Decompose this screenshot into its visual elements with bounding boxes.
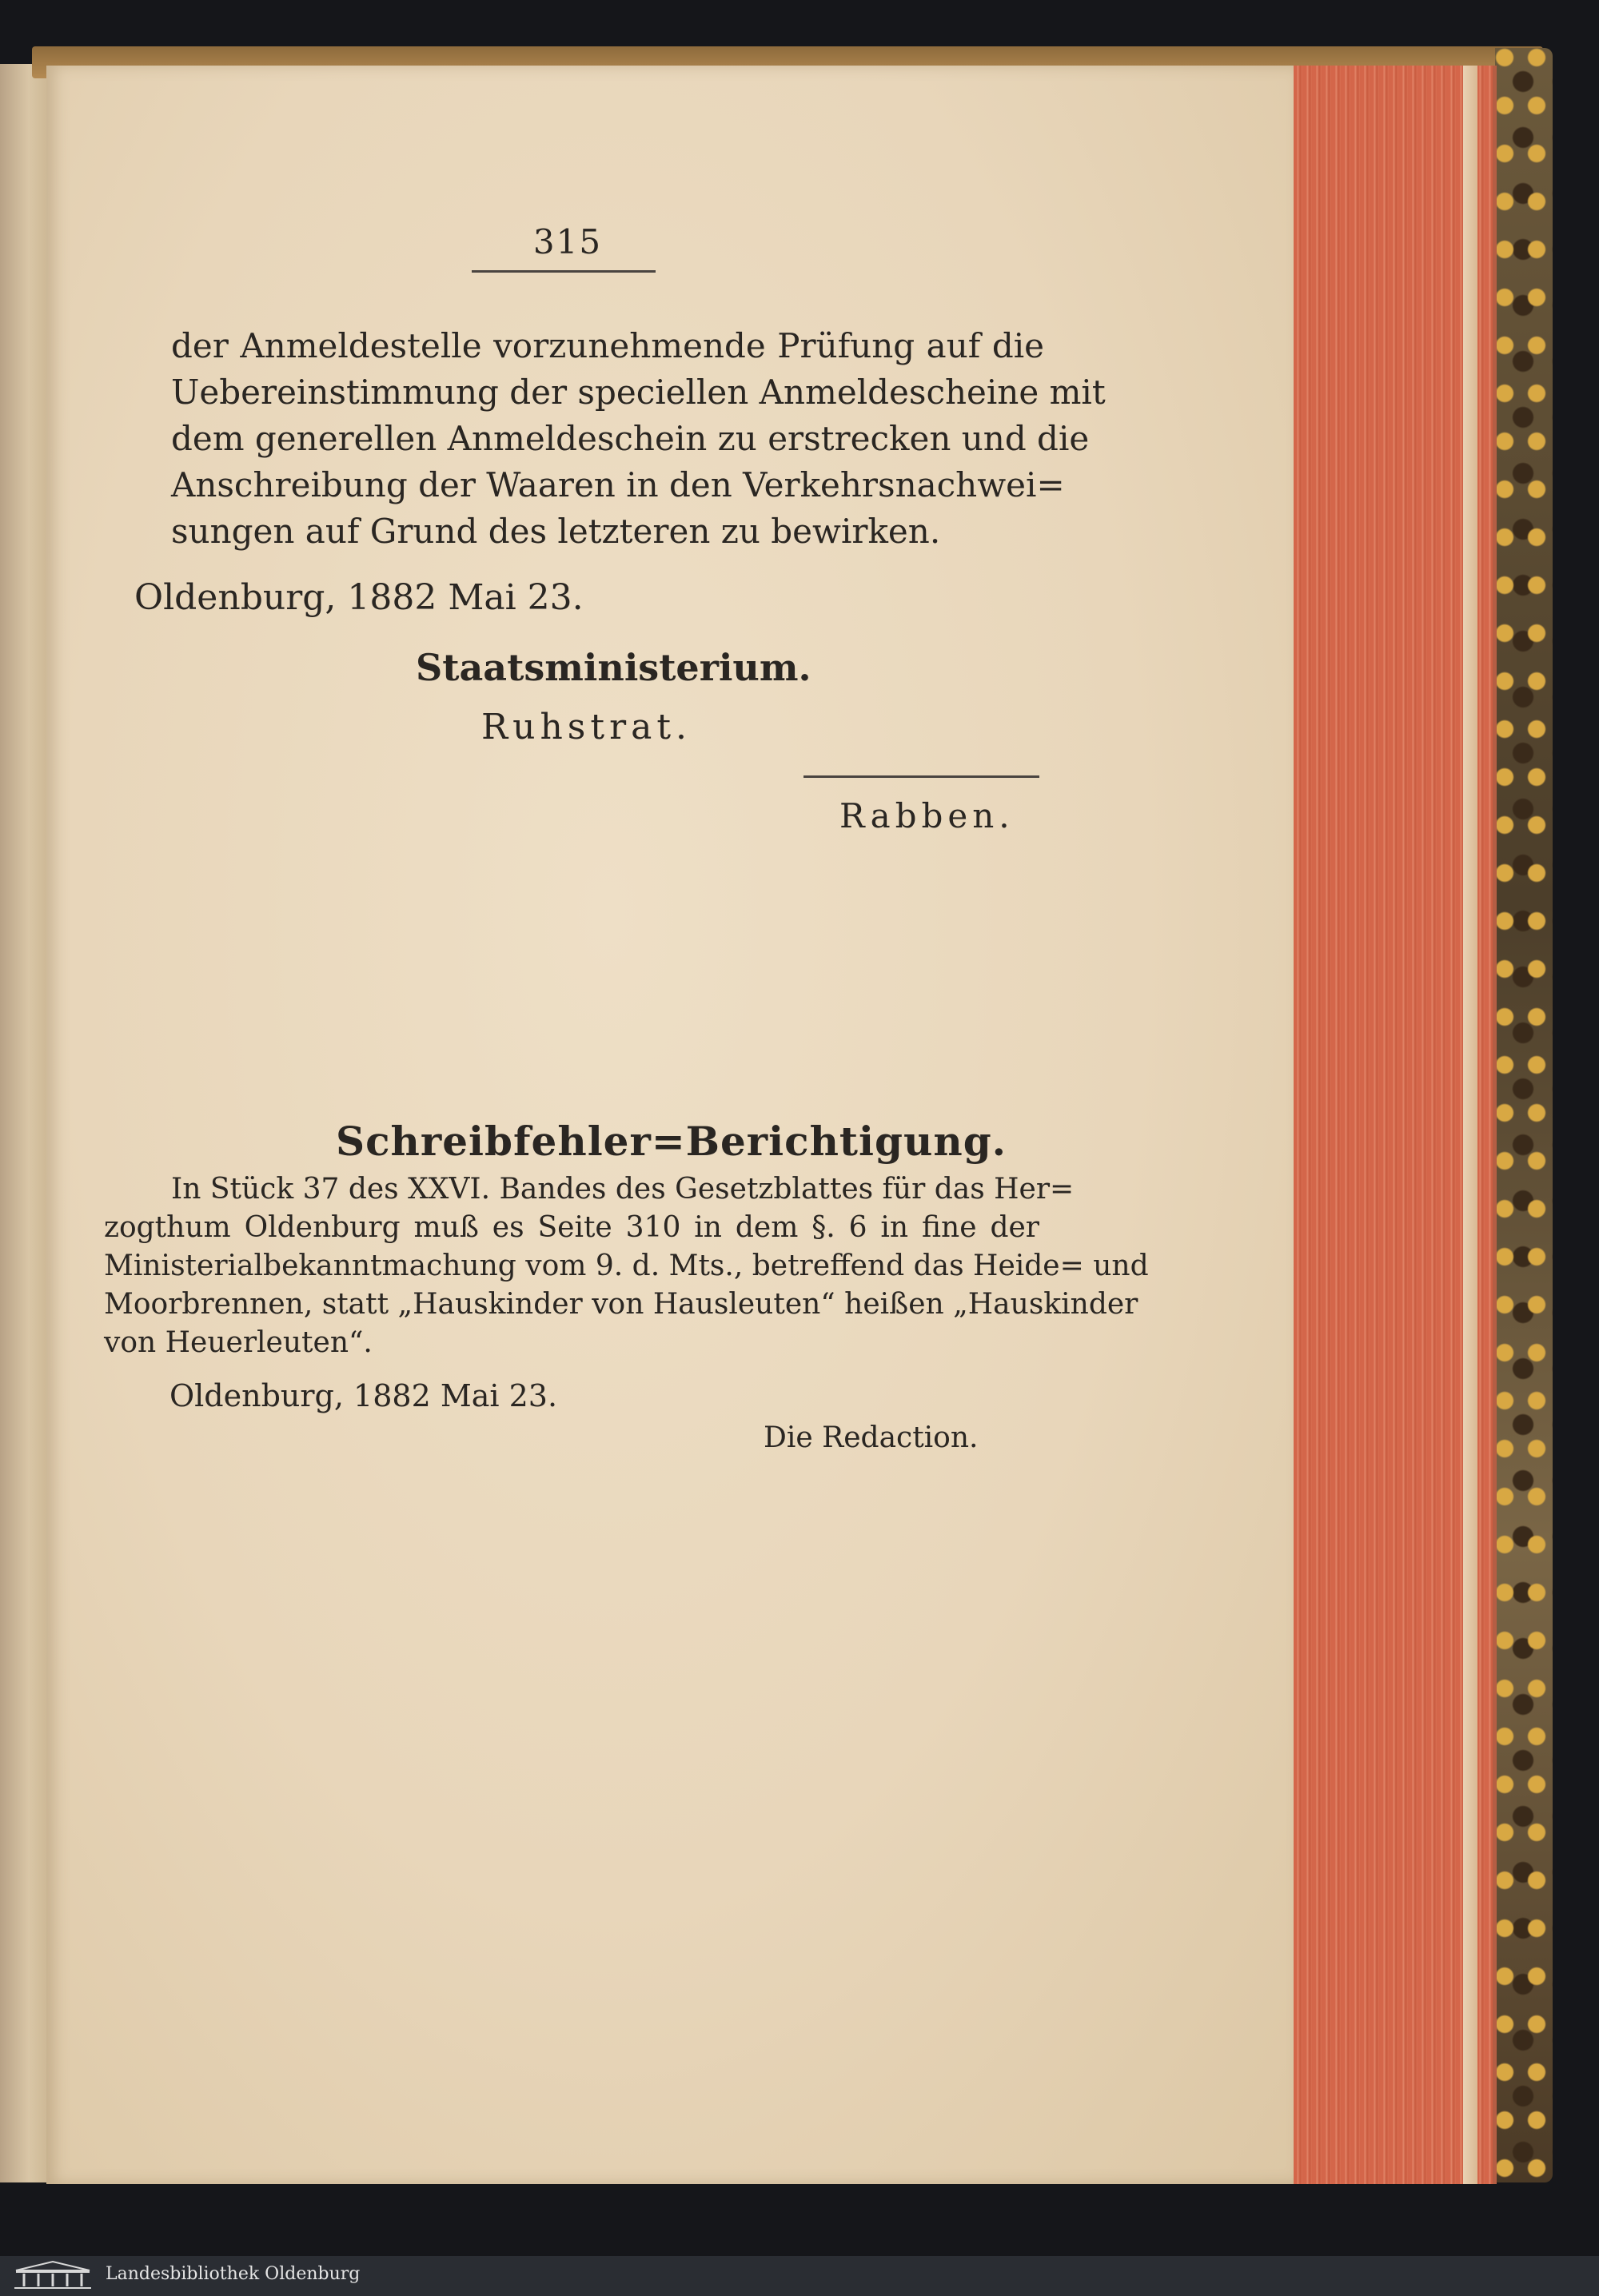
signature-primary: Ruhstrat. — [481, 707, 692, 747]
correction-date: Oldenburg, 1882 Mai 23. — [169, 1378, 558, 1413]
paragraph-line: Uebereinstimmung der speciellen Anmeldescheine mit — [171, 373, 1106, 412]
page-number: 315 — [532, 222, 603, 261]
previous-page-edge — [0, 64, 50, 2182]
correction-heading: Schreibfehler=Berichtigung. — [336, 1118, 1007, 1165]
page-number-rule — [472, 270, 656, 273]
correction-line: zogthum Oldenburg muß es Seite 310 in dem §. 6 in fine der — [104, 1211, 1039, 1244]
paragraph-line: der Anmeldestelle vorzunehmende Prüfung auf die — [171, 326, 1044, 365]
signature-rule — [803, 775, 1039, 778]
correction-line: Ministerialbekanntmachung vom 9. d. Mts., betreffend das Heide= und — [104, 1250, 1149, 1282]
library-building-icon — [10, 2259, 96, 2291]
paragraph-line: sungen auf Grund des letzteren zu bewirken. — [171, 512, 941, 551]
paragraph-line: Anschreibung der Waaren in den Verkehrsnachwei= — [171, 465, 1065, 504]
library-name: Landesbibliothek Oldenburg — [106, 2264, 361, 2284]
correction-line: Moorbrennen, statt „Hauskinder von Hausleuten“ heißen „Hauskinder — [104, 1288, 1138, 1321]
authority-name: Staatsministerium. — [416, 646, 811, 689]
marbled-cover-edge — [1495, 48, 1553, 2182]
correction-line: In Stück 37 des XXVI. Bandes des Gesetzblattes für das Her= — [171, 1173, 1075, 1206]
book-fore-edge-margin — [1463, 66, 1477, 2184]
correction-line: von Heuerleuten“. — [104, 1326, 373, 1359]
date-line: Oldenburg, 1882 Mai 23. — [134, 577, 584, 618]
paragraph-line: dem generellen Anmeldeschein zu erstrecken und die — [171, 419, 1090, 458]
signature-secondary: Rabben. — [839, 796, 1015, 835]
correction-signature: Die Redaction. — [764, 1421, 979, 1454]
